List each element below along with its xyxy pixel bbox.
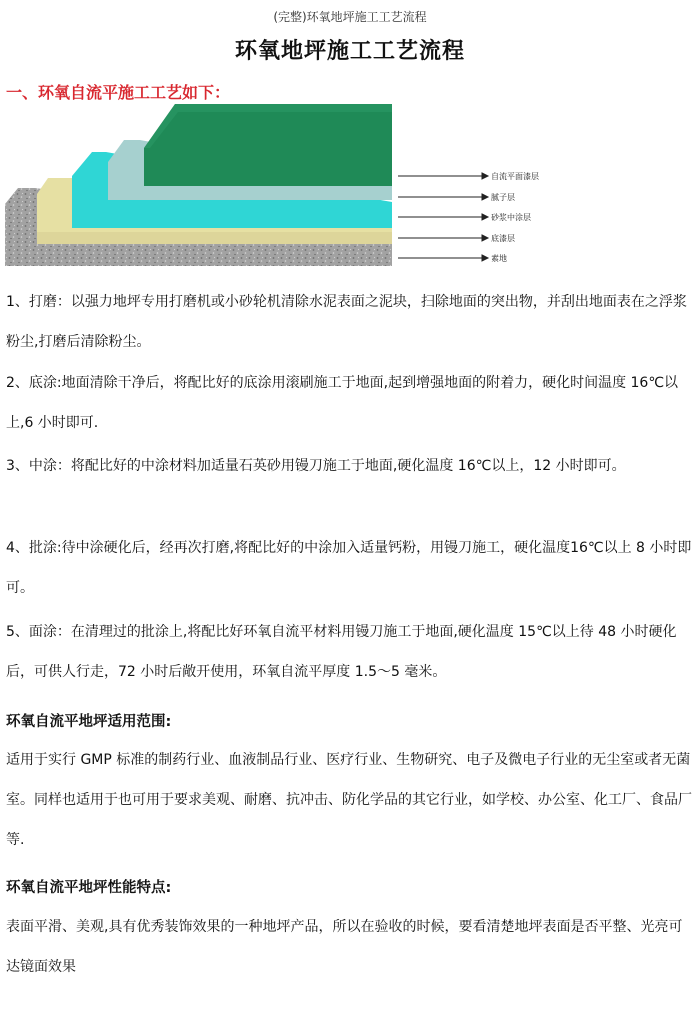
header-note: (完整)环氧地坪施工工艺流程: [273, 10, 427, 24]
label-putty: 腻子层: [491, 193, 515, 202]
step-5: 5、面涂：在清理过的批涂上,将配比好环氧自流平材料用镘刀施工于地面,硬化温度 15℃以上待 48 小时硬化后，可供人行走，72 小时后敞开使用，环氧自流平厚度 1.5～5 毫米。: [6, 624, 677, 680]
features-text: 表面平滑、美观,具有优秀装饰效果的一种地坪产品，所以在验收的时候，要看清楚地坪表面是否平整、光亮可达镜面效果: [6, 919, 683, 975]
page-title: 环氧地坪施工工艺流程: [234, 39, 465, 64]
label-substrate: 素地: [491, 254, 507, 263]
scope-heading: 环氧自流平地坪适用范围:: [6, 714, 172, 730]
step-1: 1、打磨：以强力地坪专用打磨机或小砂轮机清除水泥表面之泥块，扫除地面的突出物，并刮出地面表在之浮浆粉尘,打磨后清除粉尘。: [6, 294, 687, 350]
label-mortar: 砂浆中涂层: [491, 213, 531, 222]
label-primer: 底漆层: [491, 234, 515, 243]
label-top-coat: 自流平面漆层: [491, 172, 539, 181]
scope-text: 适用于实行 GMP 标准的制药行业、血液制品行业、医疗行业、生物研究、电子及微电子行业的无尘室或者无菌室。同样也适用于也可用于要求美观、耐磨、抗冲击、防化学品的其它行业，如学校、办公室、化工厂、食品厂等.: [6, 752, 692, 848]
features-heading: 环氧自流平地坪性能特点:: [6, 880, 172, 896]
step-4: 4、批涂:待中涂硬化后，经再次打磨,将配比好的中涂加入适量钙粉，用镘刀施工，硬化温度16℃以上 8 小时即可。: [6, 540, 692, 596]
layer-diagram: [0, 104, 700, 274]
step-2: 2、底涂:地面清除干净后，将配比好的底涂用滚刷施工于地面,起到增强地面的附着力，硬化时间温度 16℃以上,6 小时即可.: [6, 375, 679, 431]
step-3: 3、中涂：将配比好的中涂材料加适量石英砂用镘刀施工于地面,硬化温度 16℃以上，12 小时即可。: [6, 458, 626, 474]
top-coat-layer: [144, 104, 392, 186]
section1-heading: 一、环氧自流平施工工艺如下：: [6, 83, 231, 102]
